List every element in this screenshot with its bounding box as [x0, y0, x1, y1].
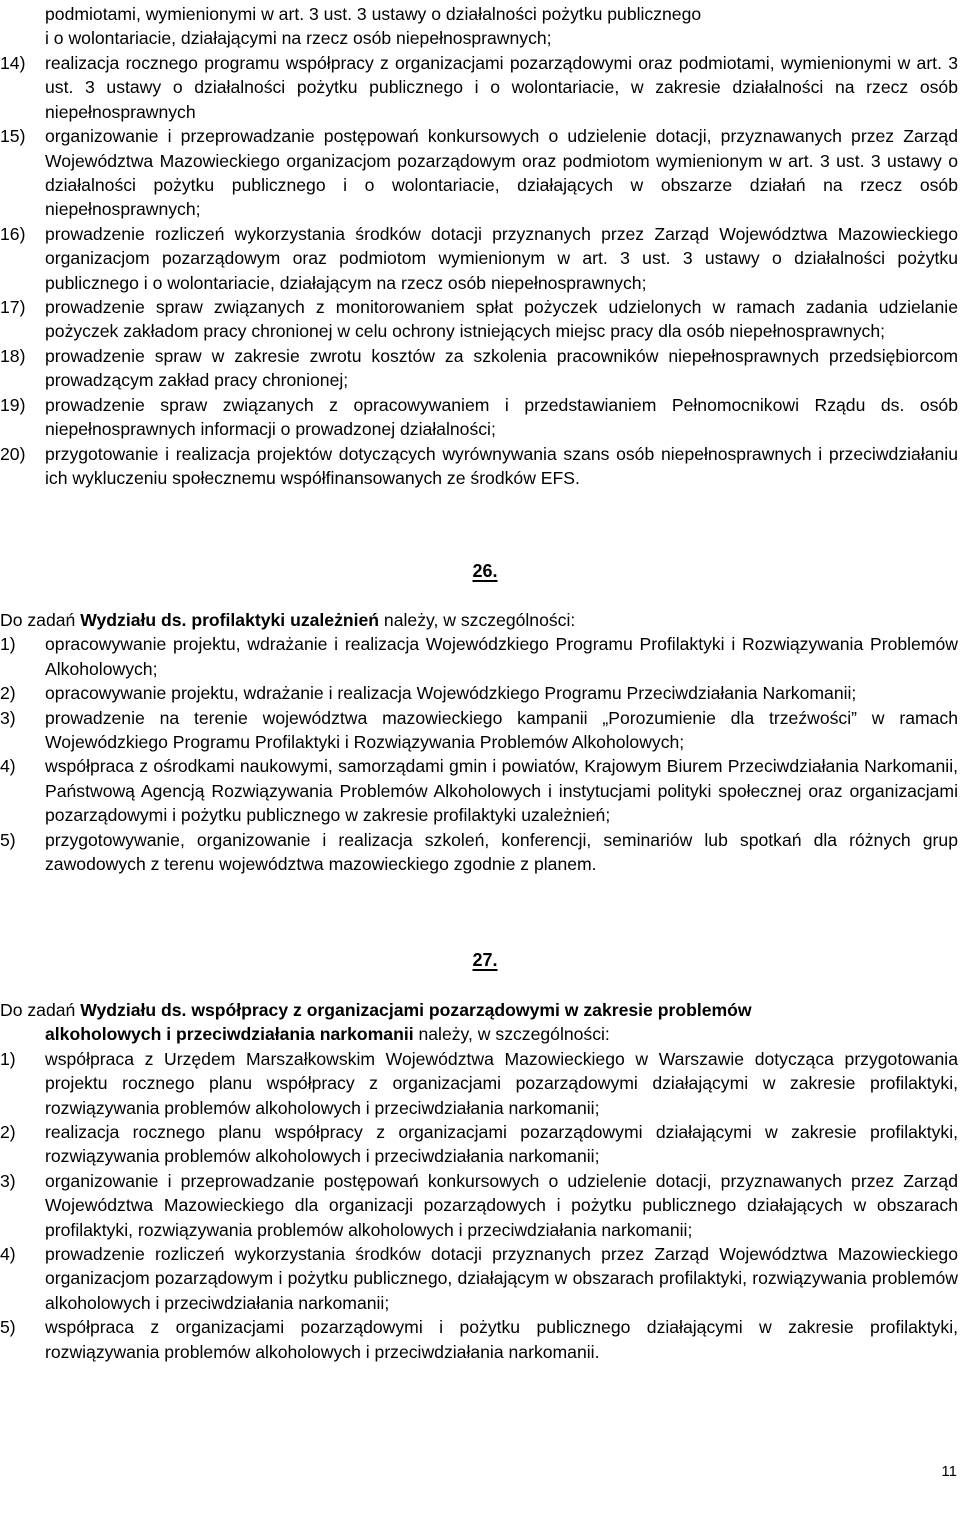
list-item: [0, 681, 958, 705]
list-item-number: 1): [0, 634, 16, 655]
list-item-number: 16): [0, 223, 26, 244]
list-item-number: 2): [0, 1122, 16, 1143]
list-item-text: współpraca z Urzędem Marszałkowskim Województwa Mazowieckiego w Warszawie dotycząca przygotowania projektu rocznego planu współpracy z organizacjami pozarządowymi działającymi w zakresie profilaktyki, rozwiązywania problemów alkoholowych i przeciwdziałania narkomanii;: [45, 1048, 958, 1118]
list-item-text: opracowywanie projektu, wdrażanie i realizacja Wojewódzkiego Programu Przeciwdziałania Narkomanii;: [45, 683, 857, 704]
list-item-number: 20): [0, 443, 26, 464]
list-item-text: prowadzenie rozliczeń wykorzystania środków dotacji przyznanych przez Zarząd Województwa Mazowieckiego organizacjom pozarządowym oraz podmiotom wymienionym w art. 3 ust. 3 ustawy o działalności pożytku publicznego i o wolontariacie, działającym na rzecz osób niepełnosprawnych;: [45, 223, 958, 293]
list-item-number: 3): [0, 707, 16, 728]
list-item-text: opracowywanie projektu, wdrażanie i realizacja Wojewódzkiego Programu Profilaktyki i Rozwiązywania Problemów Alkoholowych;: [45, 634, 958, 679]
list-item-number: 4): [0, 756, 16, 777]
list-item: [0, 828, 958, 877]
list-item-number: 18): [0, 345, 26, 366]
list-item: [0, 632, 958, 681]
list-item-number: 1): [0, 1048, 16, 1069]
list-item-text: prowadzenie spraw w zakresie zwrotu kosztów za szkolenia pracowników niepełnosprawnych przedsiębiorcom prowadzącym zakład pracy chronionej;: [45, 345, 958, 391]
list-item: [0, 442, 958, 491]
list-item-text: prowadzenie na terenie województwa mazowieckiego kampanii „Porozumienie dla trzeźwości” w ramach Wojewódzkiego Programu Profilaktyki i Rozwiązywania Problemów Alkoholowych;: [45, 707, 958, 753]
list-item: [0, 1120, 958, 1169]
list-item: [0, 222, 958, 295]
list-item-text: prowadzenie spraw związanych z opracowywaniem i przedstawianiem Pełnomocnikowi Rządu ds. osób niepełnosprawnych informacji o prowadzonej działalności;: [45, 394, 958, 440]
section-26: [0, 608, 958, 876]
list-item: [0, 1315, 958, 1364]
intro-bold: profilaktyki uzależnień: [191, 610, 380, 630]
list-item-text: organizowanie i przeprowadzanie postępowań konkursowych o udzielenie dotacji, przyznawanych przez Zarząd Województwa Mazowieckiego organizacjom pozarządowym oraz podmiotom wymienionym w art. 3 ust. 3 ustawy o działalności pożytku publicznego i o wolontariacie, działających w obszarze działań na rzecz osób niepełnosprawnych;: [45, 126, 958, 220]
list-item-number: 2): [0, 683, 16, 704]
list-item: [0, 1242, 958, 1315]
section-heading: [0, 950, 958, 971]
list-item-number: 15): [0, 126, 26, 147]
list-item-number: 14): [0, 53, 26, 73]
list-item-text: prowadzenie rozliczeń wykorzystania środków dotacji przyznanych przez Zarząd Województwa Mazowieckiego organizacjom pozarządowym i pożytku publicznego, działającym w obszarach profilaktyki, rozwiązywania problemów alkoholowych i przeciwdziałania narkomanii;: [45, 1244, 958, 1313]
list-item: [0, 754, 958, 827]
list-item-number: 19): [0, 394, 26, 415]
section-number: 26.: [472, 561, 498, 581]
item-13-continuation: [0, 2, 958, 51]
list-item-text: organizowanie i przeprowadzanie postępowań konkursowych o udzielenie dotacji, przyznawanych przez Zarząd Województwa Mazowieckiego dla organizacji pozarządowych i pożytku publicznego działających w obszarach profilaktyki, rozwiązywania problemów alkoholowych i przeciwdziałania narkomanii;: [45, 1170, 958, 1240]
section-25-list: [0, 51, 958, 490]
list-item: [0, 1169, 958, 1242]
list-item-number: 5): [0, 829, 16, 850]
list-item: [0, 295, 958, 344]
section-intro: [0, 998, 958, 1047]
section-27: [0, 998, 958, 1364]
intro-text: Do zadań: [0, 1000, 81, 1020]
list-item-number: 4): [0, 1244, 16, 1265]
intro-text: należy, w szczególności:: [413, 1024, 610, 1045]
list-item-text: przygotowanie i realizacja projektów dotyczących wyrównywania szans osób niepełnosprawnych i przeciwdziałaniu ich wykluczeniu społecznemu współfinansowanych ze środków EFS.: [45, 443, 958, 488]
list-item: [0, 706, 958, 755]
continuation-line: i o wolontariacie, działającymi na rzecz osób niepełnosprawnych;: [45, 28, 552, 49]
list-item-text: przygotowywanie, organizowanie i realizacja szkoleń, konferencji, seminariów lub spotkań dla różnych grup zawodowych z terenu województwa mazowieckiego zgodnie z planem.: [45, 829, 958, 875]
list-item: [0, 344, 958, 393]
list-item-text: współpraca z ośrodkami naukowymi, samorządami gmin i powiatów, Krajowym Biurem Przeciwdziałania Narkomanii, Państwową Agencją Rozwiązywania Problemów Alkoholowych i instytucjami polityki społecznej oraz organizacjami pozarządowymi i pożytku publicznego w zakresie profilaktyki uzależnień;: [45, 756, 958, 826]
list-item-text: współpraca z organizacjami pozarządowymi i pożytku publicznego działającymi w zakresie profilaktyki, rozwiązywania problemów alkoholowych i przeciwdziałania narkomanii.: [45, 1317, 958, 1362]
list-item-text: prowadzenie spraw związanych z monitorowaniem spłat pożyczek udzielonych w ramach zadania udzielanie pożyczek zakładom pracy chronionej w celu ochrony istniejących miejsc pracy dla osób niepełnosprawnych;: [45, 297, 958, 342]
list-item-number: 5): [0, 1317, 16, 1338]
section-intro: [0, 608, 958, 632]
intro-bold: Wydziału ds.: [80, 1000, 187, 1020]
list-item-number: 3): [0, 1170, 16, 1191]
section-heading: [0, 561, 958, 582]
intro-text: należy, w szczególności:: [379, 610, 576, 630]
section-number: 27.: [472, 950, 498, 970]
list-item-text: realizacja rocznego programu współpracy z organizacjami pozarządowymi oraz podmiotami, wymienionymi w art. 3 ust. 3 ustawy o działalności pożytku publicznego i o wolontariacie, w zakresie działalności na rzecz osób niepełnosprawnych: [45, 53, 958, 122]
list-item: [0, 124, 958, 222]
intro-bold: alkoholowych i przeciwdziałania narkomanii: [45, 1024, 414, 1045]
list-item-number: 17): [0, 297, 26, 318]
intro-bold: współpracy z organizacjami pozarządowymi w zakresie problemów: [191, 1000, 752, 1020]
list-item-text: realizacja rocznego planu współpracy z organizacjami pozarządowymi działającymi w zakresie profilaktyki, rozwiązywania problemów alkoholowych i przeciwdziałania narkomanii;: [45, 1122, 958, 1167]
list-item: [0, 51, 958, 124]
page-number: 11: [941, 1463, 957, 1480]
intro-bold: Wydziału ds.: [80, 610, 187, 630]
continuation-line: podmiotami, wymienionymi w art. 3 ust. 3 ustawy o działalności pożytku publicznego: [45, 4, 702, 24]
list-item: [0, 1047, 958, 1120]
list-item: [0, 393, 958, 442]
intro-text: Do zadań: [0, 610, 81, 630]
